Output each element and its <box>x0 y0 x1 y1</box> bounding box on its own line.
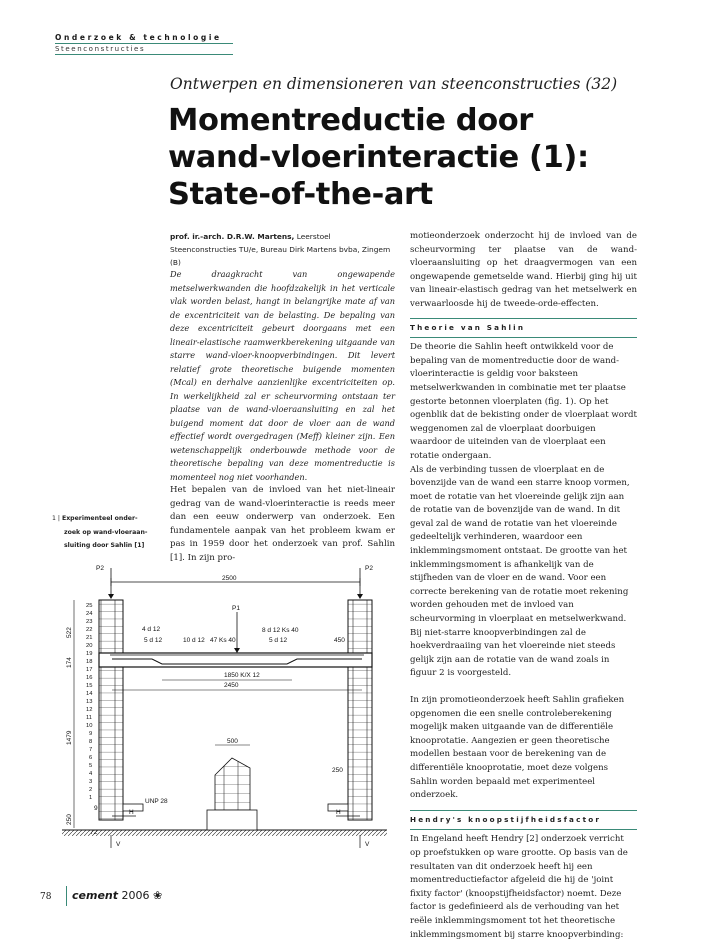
svg-text:5: 5 <box>89 763 93 769</box>
svg-text:4: 4 <box>89 771 93 777</box>
load-p1: P1 <box>232 605 240 612</box>
sahlin-paragraph-3: In zijn promotieonderzoek heeft Sahlin grafieken opgenomen die een snelle controleberekening mogelijk maken uitgaande van de differentiële knooprotatie. Aangezien er geen theoretische modellen bestaan voor de berekening van de differentiële knooprotatie, moet deze volgens Sahlin worden bepaald met experimenteel onderzoek. <box>410 695 625 801</box>
section-heading-sahlin: Theorie van Sahlin <box>410 318 637 339</box>
magazine-name: cement 2006 ❀ <box>72 889 163 902</box>
svg-text:1: 1 <box>89 795 93 801</box>
svg-text:7: 7 <box>89 747 93 753</box>
rebar-label-5: 8 d 12 Ks 40 <box>262 627 299 634</box>
svg-text:14: 14 <box>86 691 93 697</box>
intro-paragraph: Het bepalen van de invloed van het niet-lineair gedrag van de wand-vloerinteractie is reeds meer dan een eeuw onderwerp van onderzoek. Een fundamentele aanpak van het probleem kwam er pas in 1959 door het onderzoek van prof. Sahlin [1]. In zijn pro- <box>170 485 395 563</box>
svg-text:17: 17 <box>86 667 93 673</box>
rebar-label-8: 2450 <box>224 682 239 689</box>
right-wall <box>348 600 372 820</box>
svg-text:23: 23 <box>86 619 93 625</box>
svg-text:9: 9 <box>89 731 93 737</box>
sahlin-paragraph-2: Als de verbinding tussen de vloerplaat en de bovenzijde van de wand een starre knoop vormen, moet de rotatie van het vloereinde gelijk zijn aan de rotatie van de bovenzijde van de wand. In dit geval zal de wand de rotatie van het vloereinde gedeeltelijk verhinderen, waardoor een inklemmingsmoment ontstaat. De grootte van het inklemmingsmoment is afhankelijk van de stijfheden van de vloer en de wand. Voor een correcte berekening van de rotatie moet rekening worden gehouden met de invloed van scheurvorming in vloerplaat en metselwerkwand. Bij niet-starre knoopverbindingen zal de hoekverdraaiing van het vloereinde niet steeds gelijk zijn aan de rotatie van de wand zoals in figuur 2 is voorgesteld. <box>410 464 630 679</box>
author-block <box>170 230 395 269</box>
svg-text:8: 8 <box>89 739 93 745</box>
flower-icon: ❀ <box>153 889 163 902</box>
left-wall <box>99 600 123 820</box>
sahlin-paragraph-1: De theorie die Sahlin heeft ontwikkeld voor de bepaling van de momentreductie door de wand-vloerinteractie is geldig voor baksteen metselwerkwanden in combinatie met ter plaatse gestorte betonnen vloerplaten (fig. 1). Op het ogenblik dat de bekisting onder de vloerplaat wordt weggenomen zal de vloerplaat doorbuigen waardoor de uiteinden van de vloerplaat een rotatie ondergaan. <box>410 342 637 461</box>
dim-1479: 1479 <box>66 730 73 745</box>
load-p2-left: P2 <box>96 565 104 572</box>
section-heading-hendry: Hendry's knoopstijfheidsfactor <box>410 810 637 831</box>
svg-text:13: 13 <box>86 699 93 705</box>
svg-text:18: 18 <box>86 659 93 665</box>
dim-9: 9 <box>94 805 98 812</box>
span-dimension: 2500 <box>222 575 237 582</box>
hendry-paragraph-1: In Engeland heeft Hendry [2] onderzoek verricht op proefstukken op ware grootte. Op basis van de resultaten van dit onderzoek heeft hij een momentreductiefactor afgeleid die hij de 'joint fixity factor' (knoopstijfheidsfactor) noemt. Deze factor is gedefinieerd als de verhouding van het reële inklemmingsmoment tot het theoretische inklemmingsmoment bij starre knoopverbinding: <box>410 834 628 940</box>
dim-522: 522 <box>66 627 73 638</box>
unp-label: UNP 28 <box>145 798 168 805</box>
reaction-v-left: V <box>116 841 121 848</box>
title-line-3: State-of-the-art <box>168 177 433 212</box>
col2-paragraph-1: motieonderzoek onderzocht hij de invloed van de scheurvorming ter plaatse van de wand-vloeraansluiting op het draagvermogen van een ongewapende gemetselde wand. Hierbij ging hij uit van lineair-elastisch gedrag van het metselwerk en verwaarloosde hij de tweede-orde-effecten. <box>410 231 637 309</box>
svg-text:12: 12 <box>86 707 93 713</box>
rebar-label-1: 4 d 12 <box>142 626 161 633</box>
subsection-label: Steenconstructies <box>55 45 146 53</box>
right-column <box>410 230 637 942</box>
right-width-label: 250 <box>332 767 343 774</box>
svg-text:11: 11 <box>86 715 93 721</box>
center-pier <box>215 758 250 810</box>
section-label: Onderzoek & technologie <box>55 33 222 42</box>
svg-text:6: 6 <box>89 755 93 761</box>
pier-width: 500 <box>227 738 238 745</box>
svg-text:25: 25 <box>86 603 93 609</box>
header-divider-bottom <box>55 54 233 55</box>
experiment-figure <box>52 560 397 860</box>
author-name: prof. ir.-arch. D.R.W. Martens, <box>170 232 295 241</box>
article-title <box>168 102 588 213</box>
svg-text:21: 21 <box>86 635 93 641</box>
course-numbers <box>86 603 93 801</box>
footer-divider <box>66 886 67 906</box>
svg-text:3: 3 <box>89 779 93 785</box>
series-title: Ontwerpen en dimensioneren van steenconstructies (32) <box>170 75 618 93</box>
caption-line-2: zoek op wand-vloeraan- <box>64 528 148 536</box>
svg-text:22: 22 <box>86 627 93 633</box>
page-number: 78 <box>40 892 52 902</box>
author-affiliation: Leerstoel Steenconstructies TU/e, Bureau Dirk Martens bvba, Zingem (B) <box>170 232 391 267</box>
svg-text:2: 2 <box>89 787 93 793</box>
header-divider <box>55 43 233 44</box>
reaction-v-right: V <box>365 841 370 848</box>
svg-text:24: 24 <box>86 611 93 617</box>
load-p2-right: P2 <box>365 565 373 572</box>
svg-text:16: 16 <box>86 675 93 681</box>
wall-width-top: 450 <box>334 637 345 644</box>
rebar-label-4: 47 Ks 40 <box>210 637 236 644</box>
reaction-h-right: H <box>336 809 341 816</box>
reaction-h-left: H <box>129 809 134 816</box>
figure-caption <box>52 512 152 553</box>
abstract: De draagkracht van ongewapende metselwerkwanden die hoofdzakelijk in het verticale vlak worden belast, hangt in belangrijke mate af van de excentriciteit van de belasting. De bepaling van deze excentriciteit gebeurt doorgaans met een lineair-elastische raamwerkberekening uitgaande van starre wand-vloer-knoopverbindingen. Dit levert relatief grote theoretische buigende momenten (Mcal) en derhalve aanzienlijke excentriciteiten op. In werkelijkheid zal er scheurvorming ontstaan ter plaatse van de wand-vloeraansluiting en zal het buigend moment dat door de vloer aan de wand effectief wordt overgedragen (Meff) kleiner zijn. Een wetenschappelijk onderbouwde methode voor de theoretische bepaling van deze momentreductie is momenteel nog niet voorhanden. <box>170 269 395 482</box>
rebar-label-7: 1850 K/X 12 <box>224 672 260 679</box>
svg-text:15: 15 <box>86 683 93 689</box>
dim-250: 250 <box>66 814 73 825</box>
svg-text:19: 19 <box>86 651 93 657</box>
caption-line-3: sluiting door Sahlin [1] <box>64 542 145 549</box>
dim-174: 174 <box>66 657 73 668</box>
caption-line-1: 1 | Experimenteel onder- <box>52 515 138 522</box>
dim-72: 72 <box>90 829 98 836</box>
pier-base <box>207 810 257 830</box>
rebar-label-6: 5 d 12 <box>269 637 288 644</box>
svg-text:20: 20 <box>86 643 93 649</box>
title-line-1: Momentreductie door <box>168 103 533 138</box>
svg-text:10: 10 <box>86 723 93 729</box>
title-line-2: wand-vloerinteractie (1): <box>168 140 589 175</box>
rebar-label-3: 10 d 12 <box>183 637 205 644</box>
rebar-label-2: 5 d 12 <box>144 637 163 644</box>
